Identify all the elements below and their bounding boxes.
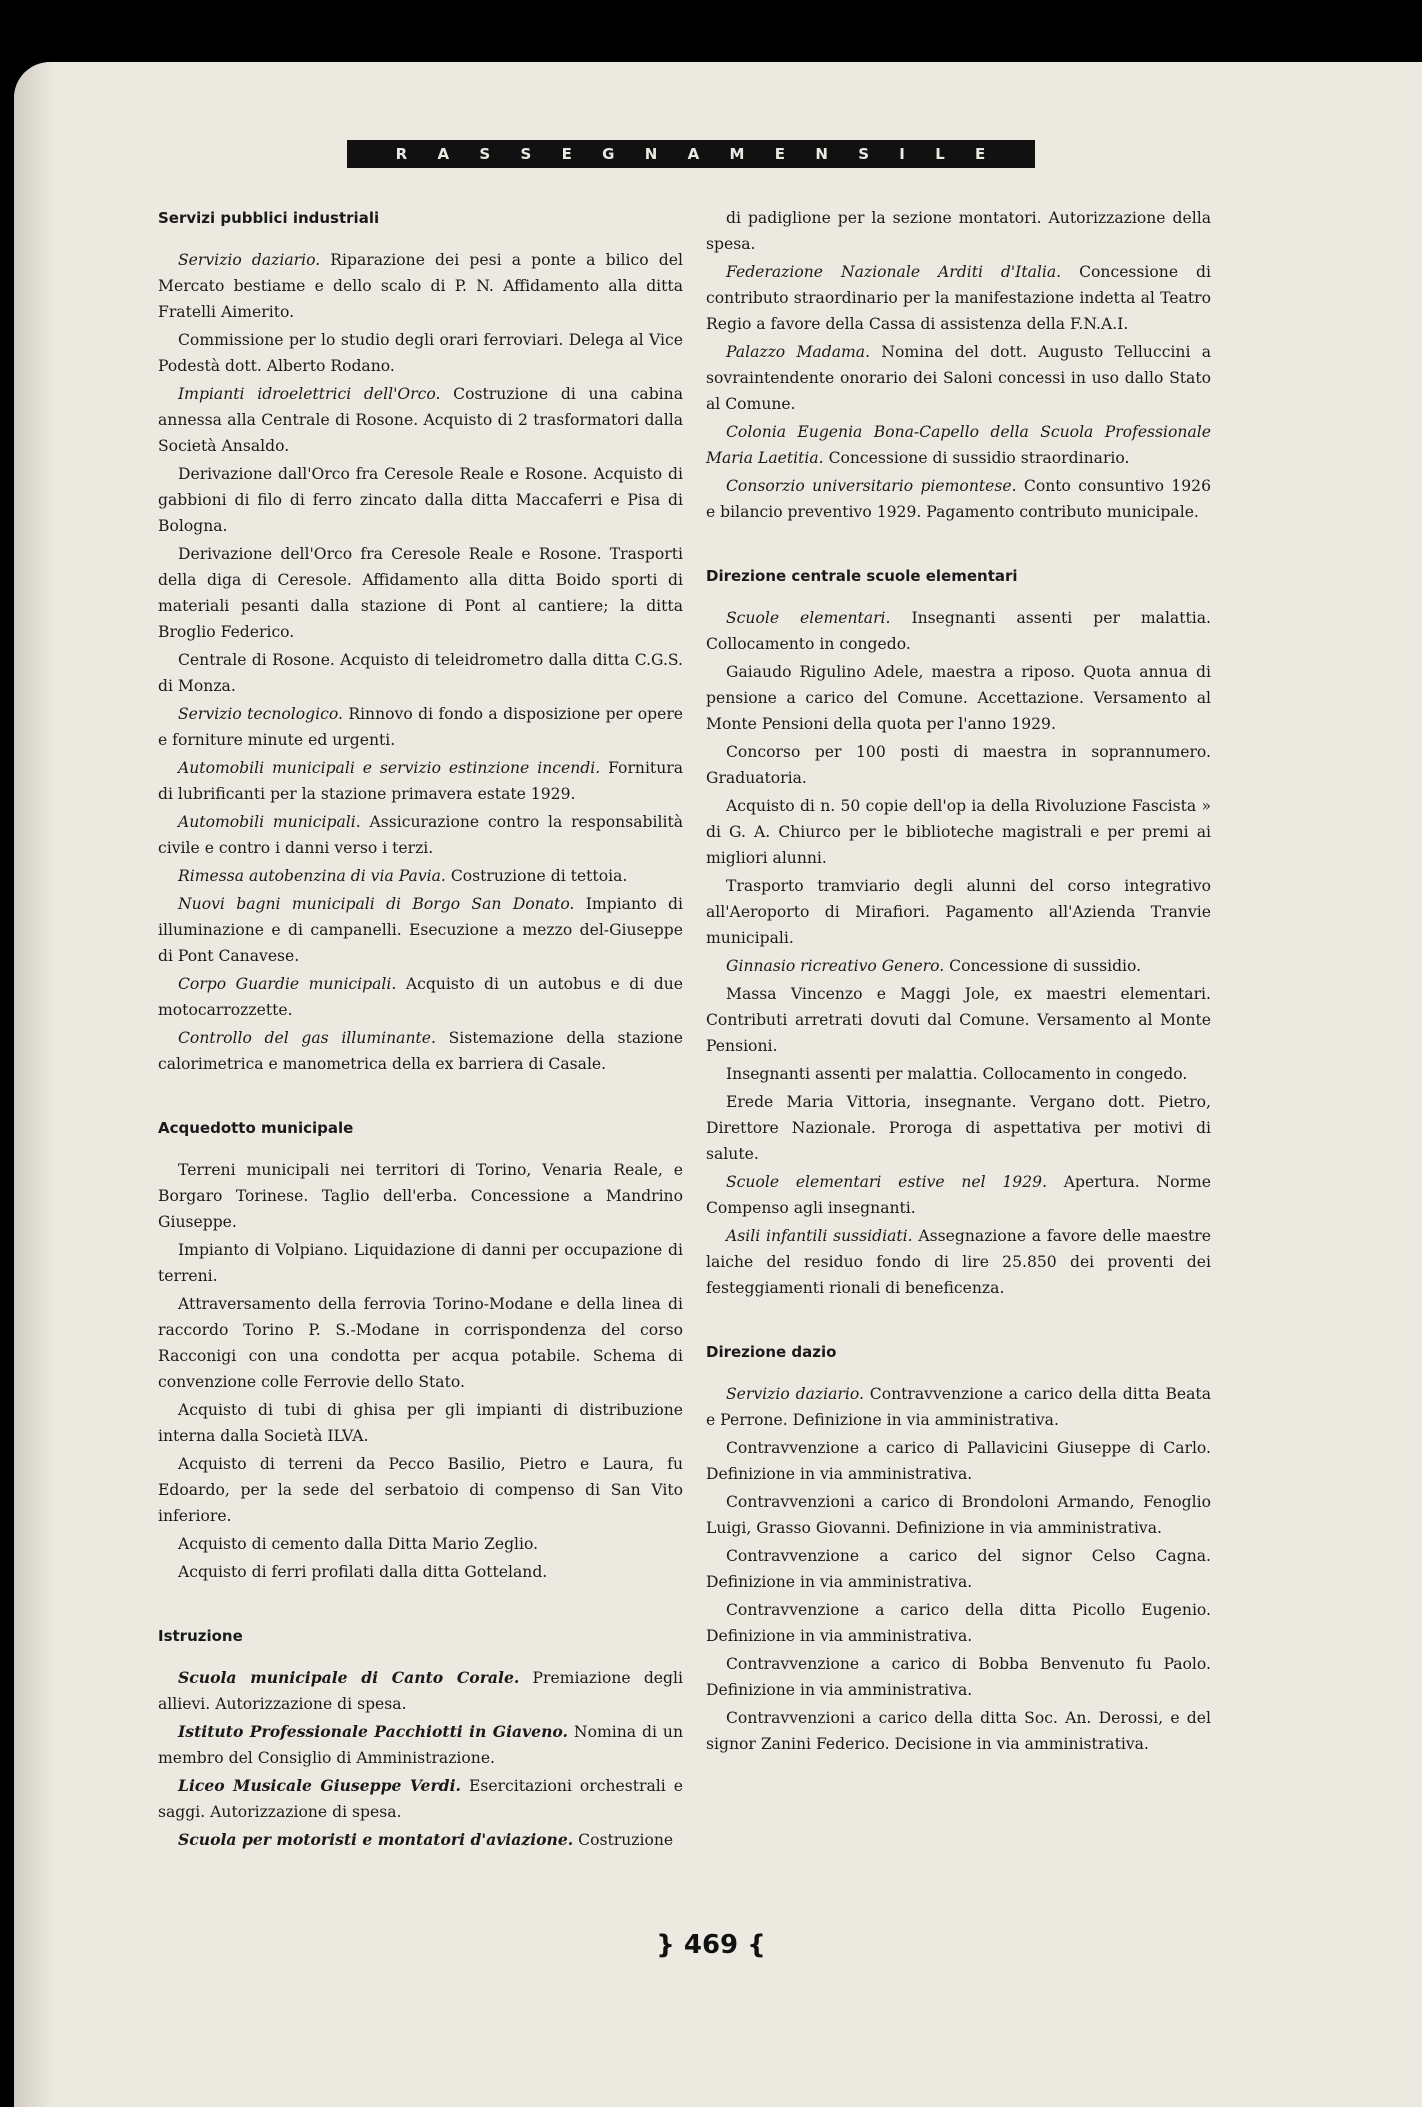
paragraph-lead: Asili infantili sussidiati. [726,1227,913,1245]
paragraph-text: Erede Maria Vittoria, insegnante. Vergano dott. Pietro, Direttore Nazionale. Proroga di aspettativa per motivi di salute. [706,1093,1211,1163]
paragraph-text: di padiglione per la sezione montatori. Autorizzazione della spesa. [706,209,1211,253]
header-banner [347,140,1035,168]
banner-letter: M [729,145,746,163]
paragraph-text: Impianto di illuminazione e di campanelli. Esecuzione a mezzo del-Giuseppe di Pont Canavese. [158,895,683,965]
paragraph-text: Costruzione di una cabina annessa alla Centrale di Rosone. Acquisto di 2 trasformatori dalla Società Ansaldo. [158,385,683,455]
paragraph-text: Contravvenzione a carico di Bobba Benvenuto fu Paolo. Definizione in via amministrativa. [706,1655,1211,1699]
banner-letter: E [561,145,573,163]
paragraph [158,809,683,861]
paragraph [706,739,1211,791]
paragraph [706,1381,1211,1433]
paragraph-text: Acquisto di ferri profilati dalla ditta Gotteland. [178,1563,548,1581]
paragraph-text: Derivazione dell'Orco fra Ceresole Reale e Rosone. Trasporti della diga di Ceresole. Affidamento alla ditta Boido sporti di materiali pesanti dalla stazione di Pont al cantiere; la ditta Broglio Federico. [158,545,683,641]
paragraph [158,1025,683,1077]
paragraph-lead: Consorzio universitario piemontese. [726,477,1017,495]
paragraph-text: Premiazione degli allievi. Autorizzazione di spesa. [158,1669,683,1713]
paragraph [158,863,683,889]
paragraph [706,1543,1211,1595]
paragraph-text: Riparazione dei pesi a ponte a bilico del Mercato bestiame e dello scalo di P. N. Affidamento alla ditta Fratelli Aimerito. [158,251,683,321]
page-number-value: 469 [683,1930,739,1960]
paragraph [158,1291,683,1395]
paragraph [706,1489,1211,1541]
paragraph-lead: Automobili municipali. [178,813,361,831]
paragraph [706,1597,1211,1649]
paragraph [706,1061,1211,1087]
paragraph-text: Trasporto tramviario degli alunni del corso integrativo all'Aeroporto di Mirafiori. Pagamento all'Azienda Tranvie municipali. [706,877,1211,947]
paragraph-text: Acquisto di un autobus e di due motocarrozzette. [158,975,683,1019]
paragraph [706,873,1211,951]
paragraph-text: Acquisto di tubi di ghisa per gli impianti di distribuzione interna dalla Società ILVA. [158,1401,683,1445]
paragraph [706,605,1211,657]
paragraph-lead: Corpo Guardie municipali. [178,975,397,993]
banner-letter: S [479,145,492,163]
paragraph [158,461,683,539]
paragraph [706,1435,1211,1487]
right-column [706,205,1211,1759]
section-heading: Acquedotto municipale [158,1119,354,1137]
paragraph [158,1559,683,1585]
paper-shadow-edge [14,62,54,2107]
paragraph-lead: Istituto Professionale Pacchiotti in Giaveno. [178,1722,568,1741]
paragraph-text: Acquisto di terreni da Pecco Basilio, Pietro e Laura, fu Edoardo, per la sede del serbatoio di compenso di San Vito inferiore. [158,1455,683,1525]
paragraph-lead: Servizio tecnologico. [178,705,343,723]
banner-letter: E [774,145,787,163]
paragraph-lead: Colonia Eugenia Bona-Capello della Scuola Professionale Maria Laetitia. [706,423,1211,467]
banner-letter: L [935,145,946,163]
paragraph-lead: Scuole elementari. [726,609,891,627]
paragraph-text: Apertura. Norme Compenso agli insegnanti. [706,1173,1211,1217]
paragraph [706,953,1211,979]
paragraph [706,1089,1211,1167]
banner-letter: N [644,145,659,163]
paragraph [706,1651,1211,1703]
paragraph [158,327,683,379]
section-heading: Direzione dazio [706,1343,837,1361]
banner-letter: E [975,145,987,163]
paragraph-lead: Servizio daziario. [726,1385,864,1403]
paragraph-lead: Controllo del gas illuminante. [178,1029,436,1047]
page-number-right-brace: { [747,1930,766,1960]
paragraph [158,647,683,699]
page-number [0,1930,1422,1960]
paragraph [706,1705,1211,1757]
paragraph-text: Terreni municipali nei territori di Torino, Venaria Reale, e Borgaro Torinese. Taglio dell'erba. Concessione a Mandrino Giuseppe. [158,1161,683,1231]
paragraph-text: Contravvenzione a carico di Pallavicini Giuseppe di Carlo. Definizione in via amministrativa. [706,1439,1211,1483]
paragraph-lead: Liceo Musicale Giuseppe Verdi. [178,1776,461,1795]
paragraph-lead: Scuola per motoristi e montatori d'aviazione. [178,1830,574,1849]
section-heading: Direzione centrale scuole elementari [706,567,1018,585]
paragraph-text: Massa Vincenzo e Maggi Jole, ex maestri elementari. Contributi arretrati dovuti dal Comune. Versamento al Monte Pensioni. [706,985,1211,1055]
paragraph [706,419,1211,471]
paragraph-text: Insegnanti assenti per malattia. Collocamento in congedo. [726,1065,1188,1083]
paragraph-text: Derivazione dall'Orco fra Ceresole Reale e Rosone. Acquisto di gabbioni di filo di ferro zincato dalla ditta Maccaferri e Pisa di Bologna. [158,465,683,535]
paragraph-text: Fornitura di lubrificanti per la stazione primavera estate 1929. [158,759,683,803]
paragraph [158,755,683,807]
paragraph-text: Rinnovo di fondo a disposizione per opere e forniture minute ed urgenti. [158,705,683,749]
paragraph-lead: Federazione Nazionale Arditi d'Italia. [726,263,1062,281]
paragraph [158,1237,683,1289]
paragraph-lead: Ginnasio ricreativo Genero. [726,957,945,975]
paragraph [158,1397,683,1449]
paragraph [706,1223,1211,1301]
paragraph-text: Attraversamento della ferrovia Torino-Modane e della linea di raccordo Torino P. S.-Modane in corrispondenza del corso Racconigi con una condotta per acqua potabile. Schema di convenzione colle Ferrovie dello Stato. [158,1295,683,1391]
paragraph-text: Concessione di sussidio straordinario. [823,449,1130,467]
paragraph-lead: Scuola municipale di Canto Corale. [178,1668,520,1687]
paragraph-lead: Scuole elementari estive nel 1929. [726,1173,1048,1191]
paragraph-text: Gaiaudo Rigulino Adele, maestra a riposo. Quota annua di pensione a carico del Comune. Accettazione. Versamento al Monte Pensioni della quota per l'anno 1929. [706,663,1211,733]
paragraph-text: Contravvenzione a carico della ditta Beata e Perrone. Definizione in via amministrativa. [706,1385,1211,1429]
paragraph-lead: Impianti idroelettrici dell'Orco. [178,385,441,403]
paragraph [706,1169,1211,1221]
section-heading: Servizi pubblici industriali [158,209,380,227]
paragraph [706,339,1211,417]
paragraph [706,793,1211,871]
paragraph-text: Contravvenzione a carico del signor Celso Cagna. Definizione in via amministrativa. [706,1547,1211,1591]
paragraph-text: Concessione di contributo straordinario per la manifestazione indetta al Teatro Regio a favore della Cassa di assistenza della F.N.A.I. [706,263,1211,333]
paragraph [706,259,1211,337]
banner-letter: S [520,145,533,163]
paragraph [706,205,1211,257]
paragraph-text: Concessione di sussidio. [944,957,1142,975]
paragraph-lead: Nuovi bagni municipali di Borgo San Donato. [178,895,575,913]
page-number-left-brace: } [656,1930,675,1960]
banner-letter: G [602,145,616,163]
paragraph-text: Assegnazione a favore delle maestre laiche del residuo fondo di lire 25.850 dei proventi dei festeggiamenti rionali di beneficenza. [706,1227,1211,1297]
paragraph [158,971,683,1023]
paragraph [706,659,1211,737]
paragraph-text: Acquisto di cemento dalla Ditta Mario Zeglio. [178,1535,539,1553]
paragraph-text: Acquisto di n. 50 copie dell'op ia della Rivoluzione Fascista » di G. A. Chiurco per le biblioteche magistrali e per premi ai migliori alunni. [706,797,1211,867]
paragraph [158,381,683,459]
paragraph-text: Contravvenzione a carico della ditta Picollo Eugenio. Definizione in via amministrativa. [706,1601,1211,1645]
banner-letter: R [395,145,409,163]
paragraph-lead: Rimessa autobenzina di via Pavia. [178,867,446,885]
paragraph [706,981,1211,1059]
paragraph-lead: Servizio daziario. [178,251,321,269]
paragraph [158,1451,683,1529]
paragraph [158,1665,683,1717]
paragraph [706,473,1211,525]
section-heading: Istruzione [158,1627,243,1645]
paragraph [158,701,683,753]
banner-letter: S [858,145,870,163]
paragraph-text: Concorso per 100 posti di maestra in soprannumero. Graduatoria. [706,743,1211,787]
paragraph [158,1773,683,1825]
paragraph-text: Commissione per lo studio degli orari ferroviari. Delega al Vice Podestà dott. Alberto Rodano. [158,331,683,375]
paragraph-text: Contravvenzioni a carico della ditta Soc. An. Derossi, e del signor Zanini Federico. Decisione in via amministrativa. [706,1709,1211,1753]
paragraph-text: Centrale di Rosone. Acquisto di teleidrometro dalla ditta C.G.S. di Monza. [158,651,683,695]
paragraph-text: Nomina di un membro del Consiglio di Amministrazione. [158,1723,684,1767]
paragraph-text: Costruzione di tettoia. [445,867,628,885]
paragraph-text: Nomina del dott. Augusto Telluccini a sovraintendente onorario dei Saloni concessi in uso dallo Stato al Comune. [706,343,1212,413]
banner-letter: I [899,145,906,163]
paragraph [158,247,683,325]
paragraph-lead: Palazzo Madama. [726,343,871,361]
paragraph-text: Contravvenzioni a carico di Brondoloni Armando, Fenoglio Luigi, Grasso Giovanni. Definizione in via amministrativa. [706,1493,1211,1537]
paragraph-text: Esercitazioni orchestrali e saggi. Autorizzazione di spesa. [158,1777,683,1821]
paragraph [158,1719,683,1771]
paragraph-text: Impianto di Volpiano. Liquidazione di danni per occupazione di terreni. [158,1241,683,1285]
paragraph [158,1531,683,1557]
paragraph [158,541,683,645]
banner-letter: N [815,145,829,163]
paragraph-text: Conto consuntivo 1926 e bilancio preventivo 1929. Pagamento contributo municipale. [706,477,1211,521]
paragraph [158,1157,683,1235]
paragraph-text: Assicurazione contro la responsabilità civile e contro i danni verso i terzi. [158,813,684,857]
paragraph-text: Sistemazione della stazione calorimetrica e manometrica della ex barriera di Casale. [158,1029,683,1073]
banner-letter: A [687,145,701,163]
banner-letter: A [437,145,451,163]
paragraph [158,891,683,969]
paragraph [158,1827,683,1853]
paragraph-lead: Automobili municipali e servizio estinzione incendi. [178,759,601,777]
paragraph-text: Costruzione [573,1831,674,1849]
left-column [158,205,683,1855]
paragraph-text: Insegnanti assenti per malattia. Collocamento in congedo. [706,609,1211,653]
